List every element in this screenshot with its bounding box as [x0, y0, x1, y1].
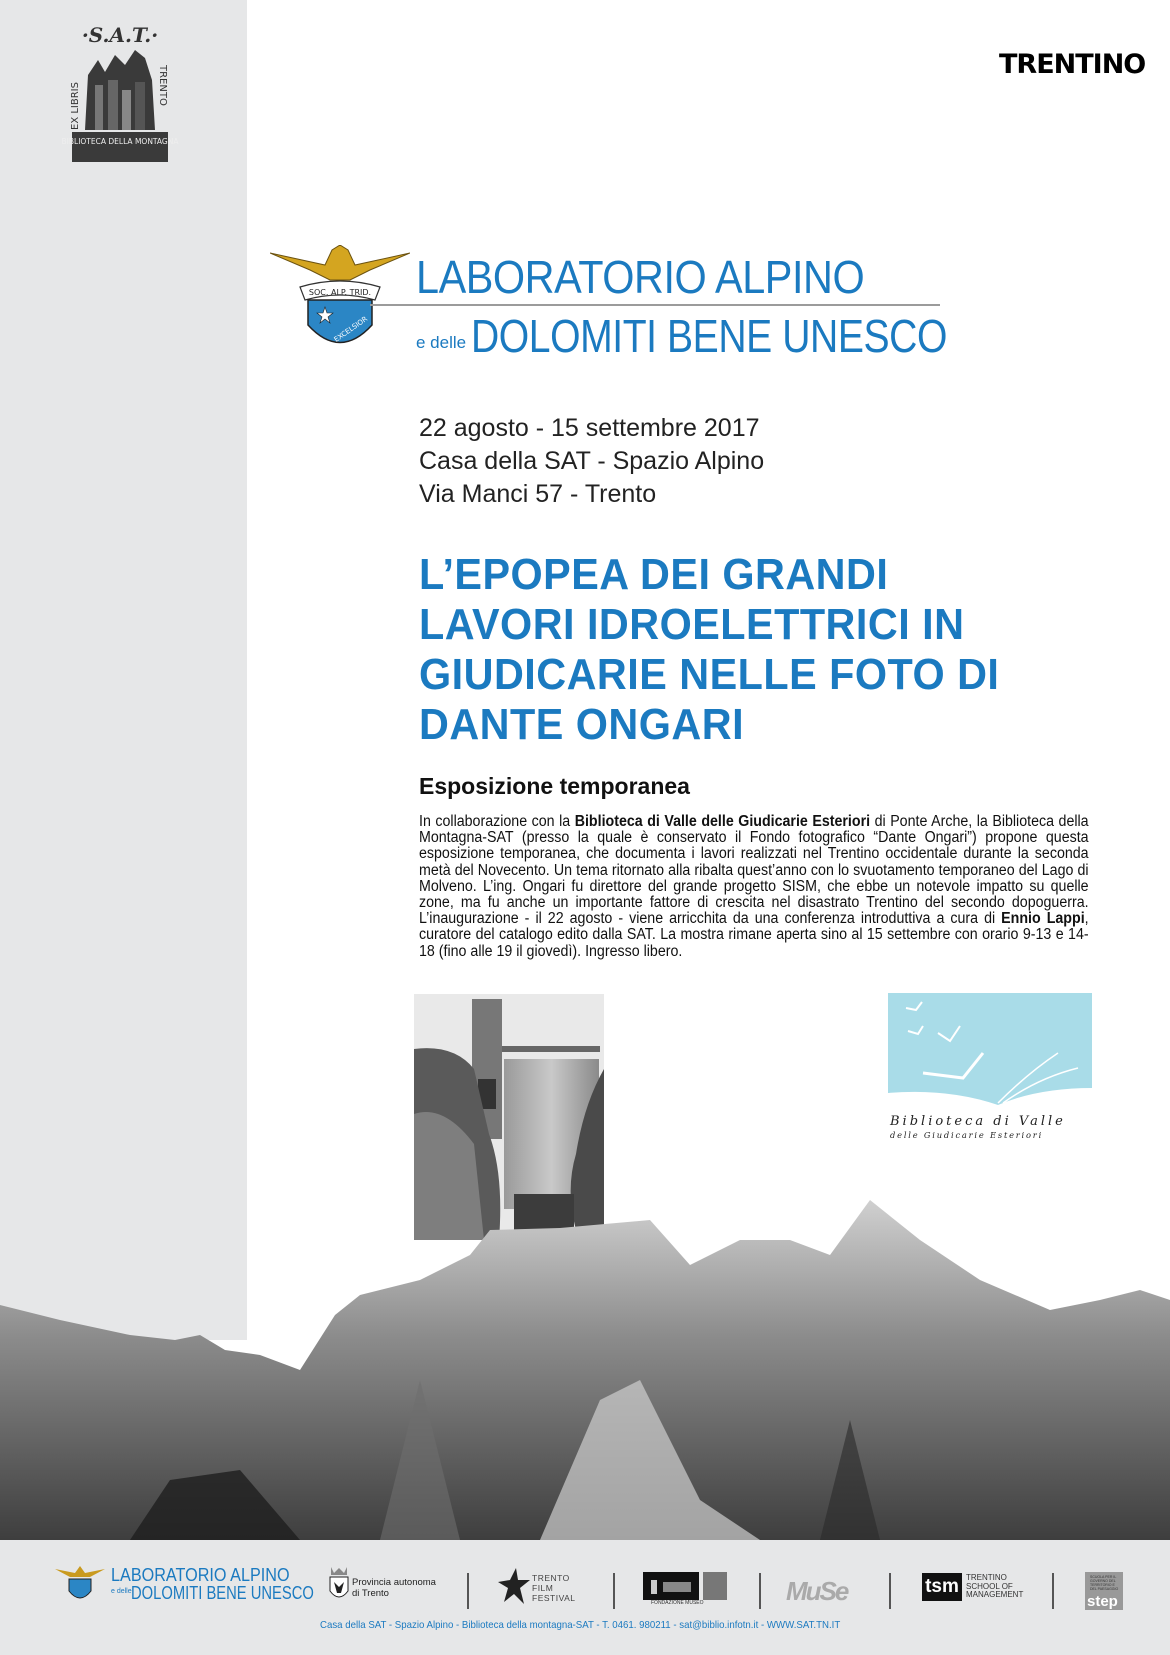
- footer-tsm-line2: SCHOOL OF: [966, 1581, 1013, 1591]
- footer-tsm-logo: [922, 1573, 1042, 1605]
- footer-provincia-line1: Provincia autonoma: [352, 1577, 436, 1588]
- dolomites-mountain-image: [0, 1200, 1170, 1540]
- event-venue: Casa della SAT - Spazio Alpino: [419, 447, 765, 475]
- footer-step-text: step: [1087, 1593, 1118, 1610]
- sat-exlibris-logo: [60, 20, 180, 175]
- footer-fondazione-museo-logo: [643, 1572, 727, 1610]
- footer-lab-line2: DOLOMITI BENE UNESCO: [131, 1583, 314, 1603]
- left-gray-band: [0, 0, 247, 1340]
- lab-title-rule: [370, 304, 940, 306]
- footer: [0, 1540, 1170, 1655]
- footer-provincia-text: [352, 1577, 436, 1599]
- footer-provincia-line2: di Trento: [352, 1588, 389, 1599]
- footer-divider: [613, 1573, 615, 1609]
- footer-lab-prefix: e delle: [111, 1588, 132, 1595]
- event-dates: 22 agosto - 15 settembre 2017: [419, 414, 760, 442]
- biblio-logo-line2: delle Giudicarie Esteriori: [890, 1130, 1044, 1140]
- footer-step-small: SCUOLA PER IL GOVERNO DEL TERRITORIO E DEL PAESAGGIO: [1090, 1575, 1119, 1591]
- footer-trento-film-festival-logo: [498, 1568, 578, 1613]
- headline: [419, 550, 1077, 750]
- lab-title-line2: DOLOMITI BENE UNESCO: [471, 310, 947, 362]
- biblio-logo-line1: Biblioteca di Valle: [890, 1114, 1066, 1129]
- film-festival-star-icon: [498, 1568, 530, 1606]
- body-text-1: In collaborazione con la: [419, 813, 575, 830]
- exlibris-bottom-text: BIBLIOTECA DELLA MONTAGNA: [61, 137, 179, 146]
- emblem-ribbon-text: SOC. ALP. TRID.: [308, 288, 372, 297]
- footer-provincia-logo: [328, 1565, 448, 1610]
- footer-divider: [1052, 1573, 1054, 1609]
- footer-tff-line3: FESTIVAL: [532, 1593, 576, 1603]
- footer-cai-emblem-icon: [55, 1565, 105, 1605]
- headline-line2: LAVORI IDROELETTRICI IN: [419, 600, 965, 649]
- footer-lab-line1: LABORATORIO ALPINO: [111, 1565, 290, 1585]
- footer-contact-line: Casa della SAT - Spazio Alpino - Biblioteca della montagna-SAT - T. 0461. 980211 - sat@biblio.infotn.it - WWW.SAT.TN.IT: [320, 1619, 841, 1631]
- event-address: Via Manci 57 - Trento: [419, 480, 657, 508]
- headline-line4: DANTE ONGARI: [419, 700, 745, 749]
- footer-fm-text: FONDAZIONE MUSEO: [651, 1600, 704, 1606]
- emblem-motto-text: EXCELSIOR: [332, 314, 370, 344]
- body-text-2: di Ponte Arche, la Biblioteca della Montagna-SAT (presso la quale è conservato il Fondo fotografico “Dante Ongari”) propone questa esposizione temporanea, che documenta i lavori realizzati nel Trentino occidentale durante la seconda metà del Novecento. Un tema ritornato alla ribalta quest’anno con lo svuotamento temporaneo del Lago di Molveno. L’ing. Ongari fu direttore del grande progetto SISM, che ebbe un notevole impatto su quelle zone, ma fu anche un importante fattore di crescita nel disastrato Trentino del secondo dopoguerra. L’inaugurazione - il 22 agosto - viene arricchita da una conferenza introduttiva a cura di: [419, 813, 1089, 928]
- footer-lab-logo: [55, 1565, 314, 1605]
- fondazione-museo-mark-icon: [643, 1572, 727, 1600]
- footer-step-logo: [1085, 1572, 1123, 1610]
- footer-muse-logo: [782, 1572, 856, 1608]
- cai-eagle-emblem: [270, 245, 410, 360]
- footer-divider: [467, 1573, 469, 1609]
- footer-tsm-box: tsm: [922, 1573, 962, 1601]
- event-info: [419, 412, 764, 511]
- body-text-3: , curatore del catalogo edito dalla SAT. La mostra rimane aperta sino al 15 settembre con orario 9-13 e 14-18 (fino alle 19 il giovedì). Ingresso libero.: [419, 910, 1089, 960]
- biblioteca-di-valle-logo: [888, 993, 1092, 1143]
- footer-tff-text: [532, 1573, 576, 1603]
- footer-tsm-line3: MANAGEMENT: [966, 1590, 1024, 1599]
- footer-divider: [889, 1573, 891, 1609]
- footer-tsm-line1: TRENTINO: [966, 1573, 1007, 1582]
- lab-title-line1: LABORATORIO ALPINO: [416, 251, 865, 303]
- exlibris-top-text: ·S.A.T.·: [81, 23, 159, 47]
- footer-divider: [759, 1573, 761, 1609]
- headline-line1: L’EPOPEA DEI GRANDI: [419, 550, 889, 599]
- footer-tff-line1: TRENTO: [532, 1573, 570, 1583]
- body-paragraph: [419, 814, 1089, 960]
- provincia-crest-icon: [328, 1565, 350, 1603]
- trentino-logo-text: TRENTINO: [999, 49, 1146, 80]
- footer-tff-line2: FILM: [532, 1583, 554, 1593]
- exlibris-left-text: EX LIBRIS: [70, 82, 81, 130]
- headline-line3: GIUDICARIE NELLE FOTO DI: [419, 650, 1000, 699]
- footer-muse-text: MuSe: [786, 1576, 848, 1606]
- body-bold-curator: Ennio Lappi: [1001, 910, 1085, 928]
- trentino-logo: [995, 43, 1146, 83]
- footer-tsm-text: [966, 1574, 1023, 1600]
- exlibris-right-text: TRENTO: [157, 65, 168, 106]
- subheading: Esposizione temporanea: [419, 773, 690, 799]
- lab-title-prefix: e delle: [416, 333, 467, 352]
- body-bold-biblioteca: Biblioteca di Valle delle Giudicarie Esteriori: [574, 813, 871, 830]
